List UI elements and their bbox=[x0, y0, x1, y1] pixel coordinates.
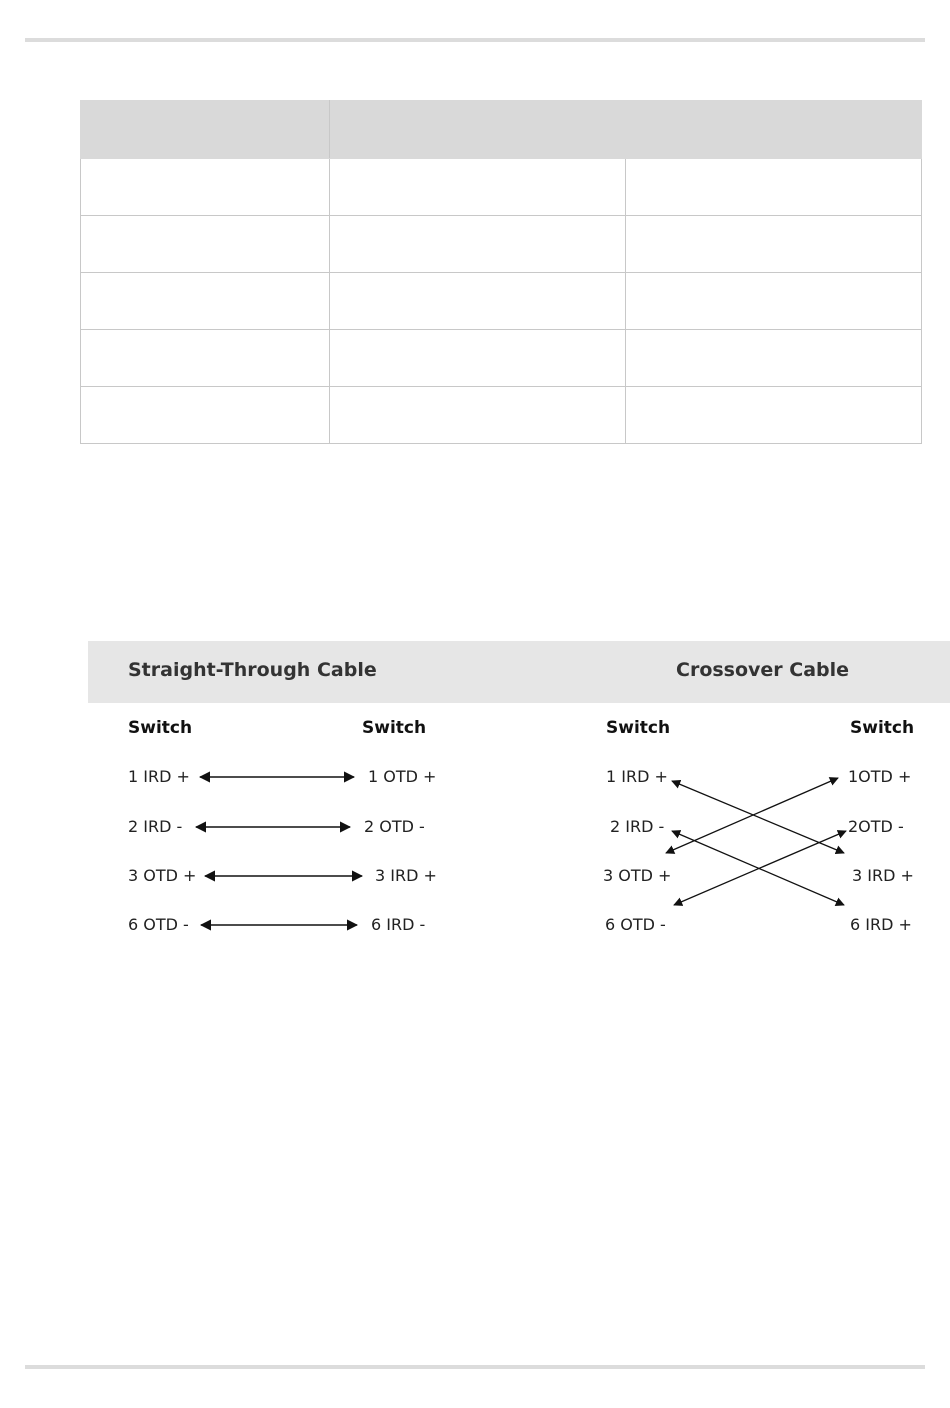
table-header-row bbox=[81, 101, 922, 159]
table-row bbox=[81, 330, 922, 387]
table-cell bbox=[81, 330, 330, 387]
top-rule bbox=[25, 38, 925, 42]
crossover-left-pin: 3 OTD + bbox=[603, 866, 672, 885]
table-cell bbox=[626, 273, 922, 330]
table-cell bbox=[81, 387, 330, 444]
table-cell bbox=[330, 387, 626, 444]
crossover-left-pin: 1 IRD + bbox=[606, 767, 668, 786]
table-cell bbox=[626, 387, 922, 444]
table-cell bbox=[81, 159, 330, 216]
table-cell bbox=[626, 216, 922, 273]
straight-right-header: Switch bbox=[362, 718, 427, 738]
table-cell bbox=[81, 216, 330, 273]
straight-through-title: Straight-Through Cable bbox=[128, 659, 377, 681]
table-cell bbox=[330, 159, 626, 216]
table-cell bbox=[330, 273, 626, 330]
straight-right-pin: 2 OTD - bbox=[364, 817, 425, 836]
straight-right-pin: 1 OTD + bbox=[368, 767, 437, 786]
table-cell bbox=[330, 216, 626, 273]
empty-table bbox=[80, 100, 922, 444]
wiring-lines bbox=[88, 641, 950, 961]
table-row bbox=[81, 216, 922, 273]
crossover-right-pin: 2OTD - bbox=[848, 817, 904, 836]
table-cell bbox=[330, 330, 626, 387]
table-row bbox=[81, 273, 922, 330]
bottom-rule bbox=[25, 1365, 925, 1369]
crossover-right-header: Switch bbox=[850, 718, 915, 738]
crossover-left-header: Switch bbox=[606, 718, 671, 738]
straight-left-pin: 6 OTD - bbox=[128, 915, 189, 934]
crossover-wire-6-2 bbox=[674, 831, 846, 905]
table-cell bbox=[626, 159, 922, 216]
table-row bbox=[81, 387, 922, 444]
straight-left-pin: 2 IRD - bbox=[128, 817, 183, 836]
table-cell bbox=[626, 330, 922, 387]
table-header-cell bbox=[81, 101, 330, 159]
straight-right-pin: 3 IRD + bbox=[375, 866, 437, 885]
crossover-right-pin: 1OTD + bbox=[848, 767, 912, 786]
cable-wiring-diagram bbox=[88, 641, 950, 961]
table-header-cell bbox=[330, 101, 922, 159]
crossover-right-pin: 3 IRD + bbox=[852, 866, 914, 885]
straight-left-pin: 3 OTD + bbox=[128, 866, 197, 885]
crossover-title: Crossover Cable bbox=[676, 659, 850, 681]
table-cell bbox=[81, 273, 330, 330]
straight-left-header: Switch bbox=[128, 718, 193, 738]
straight-right-pin: 6 IRD - bbox=[371, 915, 426, 934]
crossover-left-pin: 6 OTD - bbox=[605, 915, 666, 934]
straight-left-pin: 1 IRD + bbox=[128, 767, 190, 786]
table-row bbox=[81, 159, 922, 216]
crossover-left-pin: 2 IRD - bbox=[610, 817, 665, 836]
crossover-right-pin: 6 IRD + bbox=[850, 915, 912, 934]
